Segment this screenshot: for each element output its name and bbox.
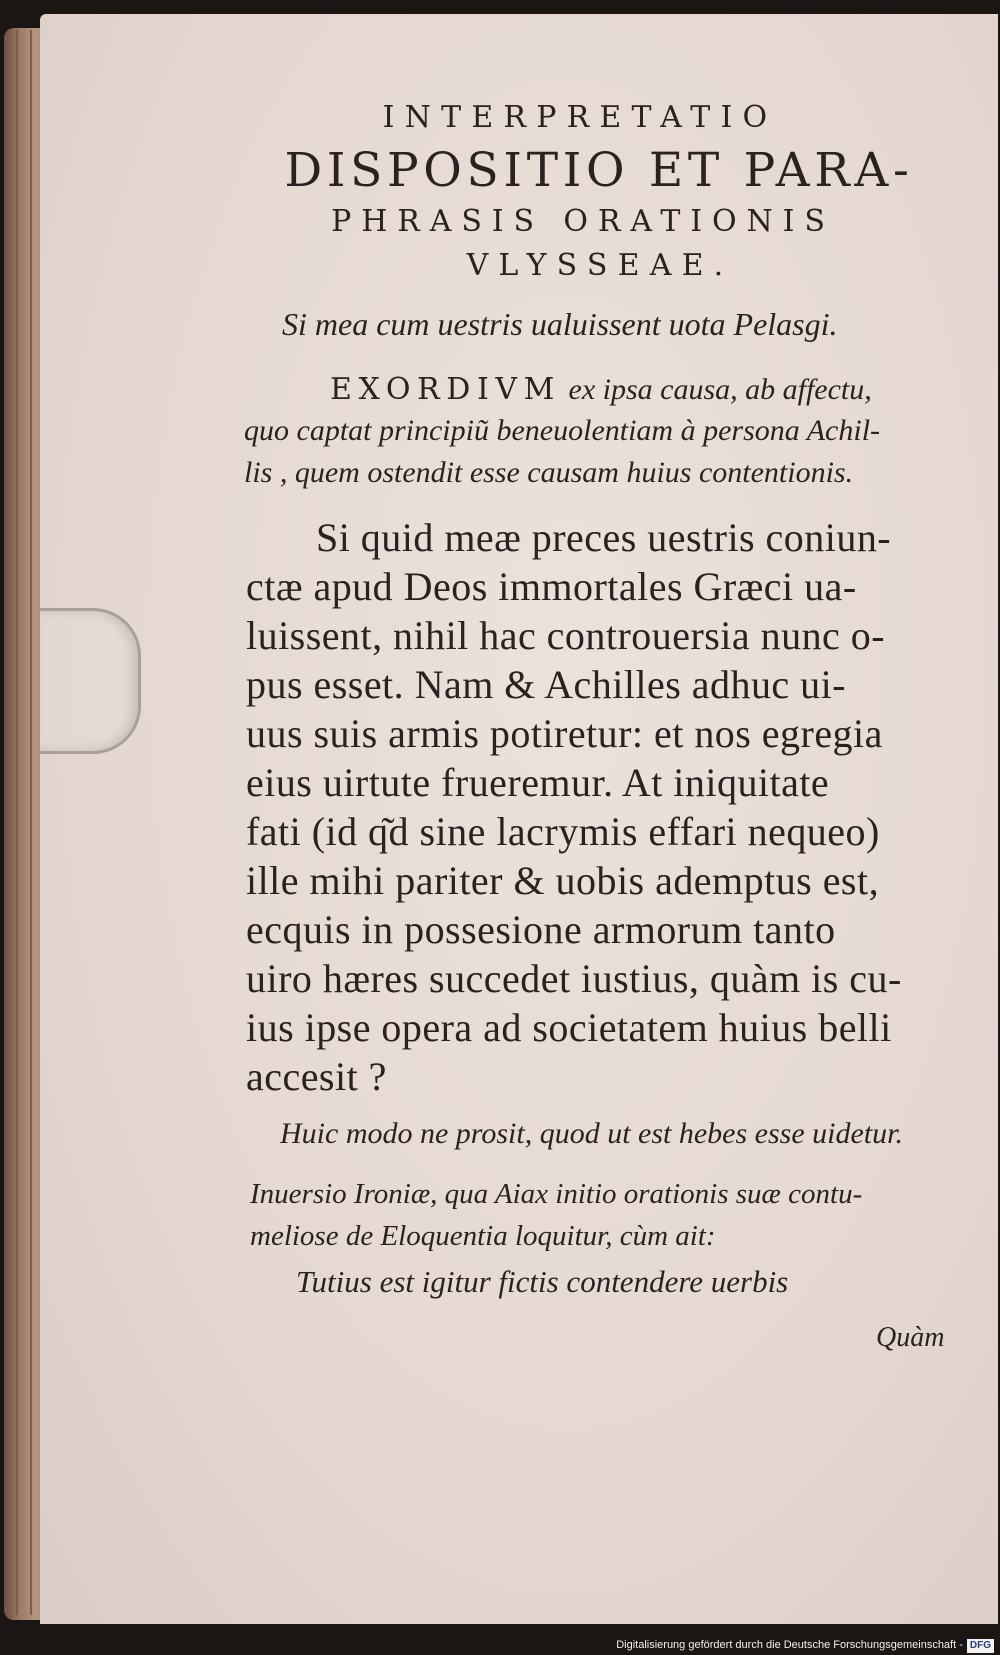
exordium-lead: EXORDIVM <box>330 372 561 407</box>
catchword: Quàm <box>876 1322 945 1353</box>
gloss-line-2: meliose de Eloquentia loquitur, cùm ait: <box>250 1220 716 1252</box>
page-edge-line <box>30 30 32 1615</box>
body-line: fati (id q͂d sine lacrymis effari nequeo) <box>246 809 880 854</box>
body-line: accesit ? <box>246 1054 387 1099</box>
exordium-line-1 <box>330 372 872 407</box>
body-line: ecquis in possesione armorum tanto <box>246 907 836 952</box>
heading-line-3: PHRASIS ORATIONIS <box>331 204 835 239</box>
page-clip <box>40 608 141 754</box>
body-line: ius ipse opera ad societatem huius belli <box>246 1005 892 1050</box>
body-line: pus esset. Nam & Achilles adhuc ui- <box>246 662 847 707</box>
heading-line-1: INTERPRETATIO <box>382 100 778 135</box>
verse-quote-2: Tutius est igitur fictis contendere uerbis <box>296 1264 789 1299</box>
gloss-line-1: Inuersio Ironiæ, qua Aiax initio orationis suæ contu- <box>250 1178 863 1210</box>
dfg-logo: DFG <box>967 1639 994 1653</box>
body-line: luissent, nihil hac controuersia nunc o- <box>246 613 886 658</box>
exordium-line-3: lis , quem ostendit esse causam huius contentionis. <box>244 456 854 489</box>
heading-line-2: DISPOSITIO ET PARA- <box>284 143 914 198</box>
body-line: eius uirtute frueremur. At iniquitate <box>246 760 830 805</box>
verse-quote-1: Huic modo ne prosit, quod ut est hebes esse uidetur. <box>280 1117 903 1150</box>
body-line: ctæ apud Deos immortales Græci ua- <box>246 564 857 609</box>
footer-text: Digitalisierung gefördert durch die Deutsche Forschungsgemeinschaft - <box>616 1639 963 1651</box>
digitization-footer <box>600 1636 1000 1655</box>
exordium-line-2: quo captat principiũ beneuolentiam à persona Achil- <box>244 414 881 447</box>
body-line: uus suis armis potiretur: et nos egregia <box>246 711 883 756</box>
motto-verse: Si mea cum uestris ualuissent uota Pelasgi. <box>282 306 838 342</box>
exordium-line-1-text: ex ipsa causa, ab affectu, <box>561 373 872 406</box>
body-line: Si quid meæ preces uestris coniun- <box>316 515 892 560</box>
body-line: uiro hæres succedet iustius, quàm is cu- <box>246 956 902 1001</box>
body-line: ille mihi pariter & uobis ademptus est, <box>246 858 880 903</box>
heading-line-4: VLYSSEAE. <box>466 248 734 283</box>
page-edge-line <box>16 30 18 1615</box>
